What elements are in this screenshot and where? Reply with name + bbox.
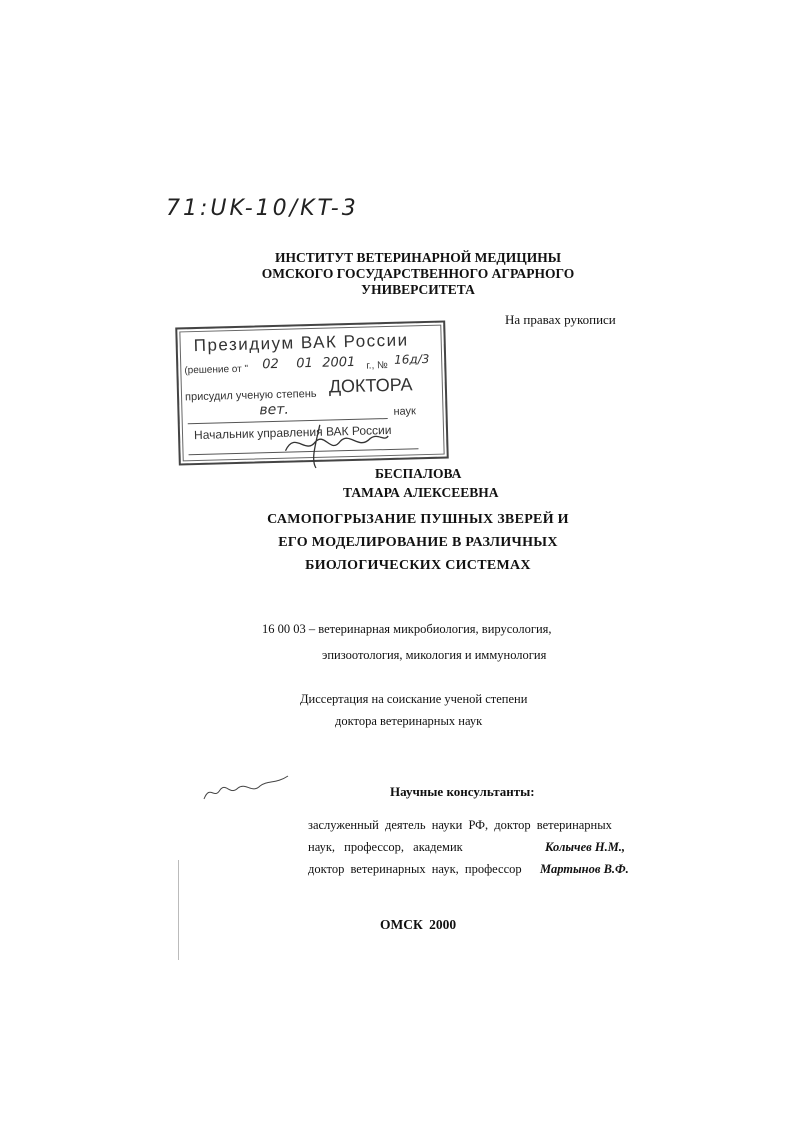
specialty-line-2: эпизоотология, микология и иммунология	[322, 648, 547, 662]
institute-line-1: ИНСТИТУТ ВЕТЕРИНАРНОЙ МЕДИЦИНЫ	[275, 250, 561, 265]
institute-line-3: УНИВЕРСИТЕТА	[361, 282, 475, 297]
stamp-year-suffix: г., №	[366, 360, 388, 372]
title-line-3: БИОЛОГИЧЕСКИХ СИСТЕМАХ	[305, 558, 531, 573]
stamp-degree: ДОКТОРА	[328, 374, 413, 397]
scan-edge-line	[178, 860, 179, 960]
author-surname: БЕСПАЛОВА	[375, 466, 462, 481]
consultants-line-1: заслуженный деятель науки РФ, доктор ветеринарных	[308, 818, 612, 832]
stamp-day: 02	[262, 356, 279, 373]
stamp-decision-prefix: (решение от "	[184, 363, 249, 377]
rights-note: На правах рукописи	[505, 312, 616, 327]
dissertation-line-1: Диссертация на соискание ученой степени	[300, 692, 528, 706]
consultants-heading: Научные консультанты:	[390, 784, 535, 799]
city-year: ОМСК 2000	[380, 917, 457, 932]
consultant-name-1: Колычев Н.М.,	[545, 840, 626, 854]
stamp-year: 2001	[322, 354, 356, 371]
title-line-2: ЕГО МОДЕЛИРОВАНИЕ В РАЗЛИЧНЫХ	[278, 535, 558, 550]
consultant-name-2: Мартынов В.Ф.	[540, 862, 629, 876]
institute-line-2: ОМСКОГО ГОСУДАРСТВЕННОГО АГРАРНОГО	[261, 266, 575, 281]
stamp-field: вет.	[259, 401, 290, 419]
stamp-field-suffix: наук	[393, 405, 417, 418]
consultants-line-3: доктор ветеринарных наук, профессор	[308, 862, 522, 876]
stamp-month: 01	[296, 355, 313, 372]
stamp-awarded: присудил ученую степень	[184, 387, 317, 404]
stamp-head: Начальник управления ВАК России	[193, 422, 392, 443]
specialty-line-1: 16 00 03 – ветеринарная микробиология, вирусология,	[262, 622, 552, 636]
signature-icon	[280, 418, 391, 471]
stamp-number: 16д/3	[393, 351, 430, 367]
title-line-1: САМОПОГРЫЗАНИЕ ПУШНЫХ ЗВЕРЕЙ И	[267, 512, 569, 527]
dissertation-line-2: доктора ветеринарных наук	[335, 714, 483, 728]
vak-stamp	[175, 320, 449, 465]
handwritten-mark-icon	[200, 774, 290, 804]
archive-code-handwritten: 71:UK-10/KT-3	[166, 196, 359, 221]
author-name: ТАМАРА АЛЕКСЕЕВНА	[343, 485, 499, 500]
stamp-title: Президиум ВАК России	[193, 330, 409, 356]
consultants-line-2: наук, профессор, академик	[308, 840, 463, 854]
